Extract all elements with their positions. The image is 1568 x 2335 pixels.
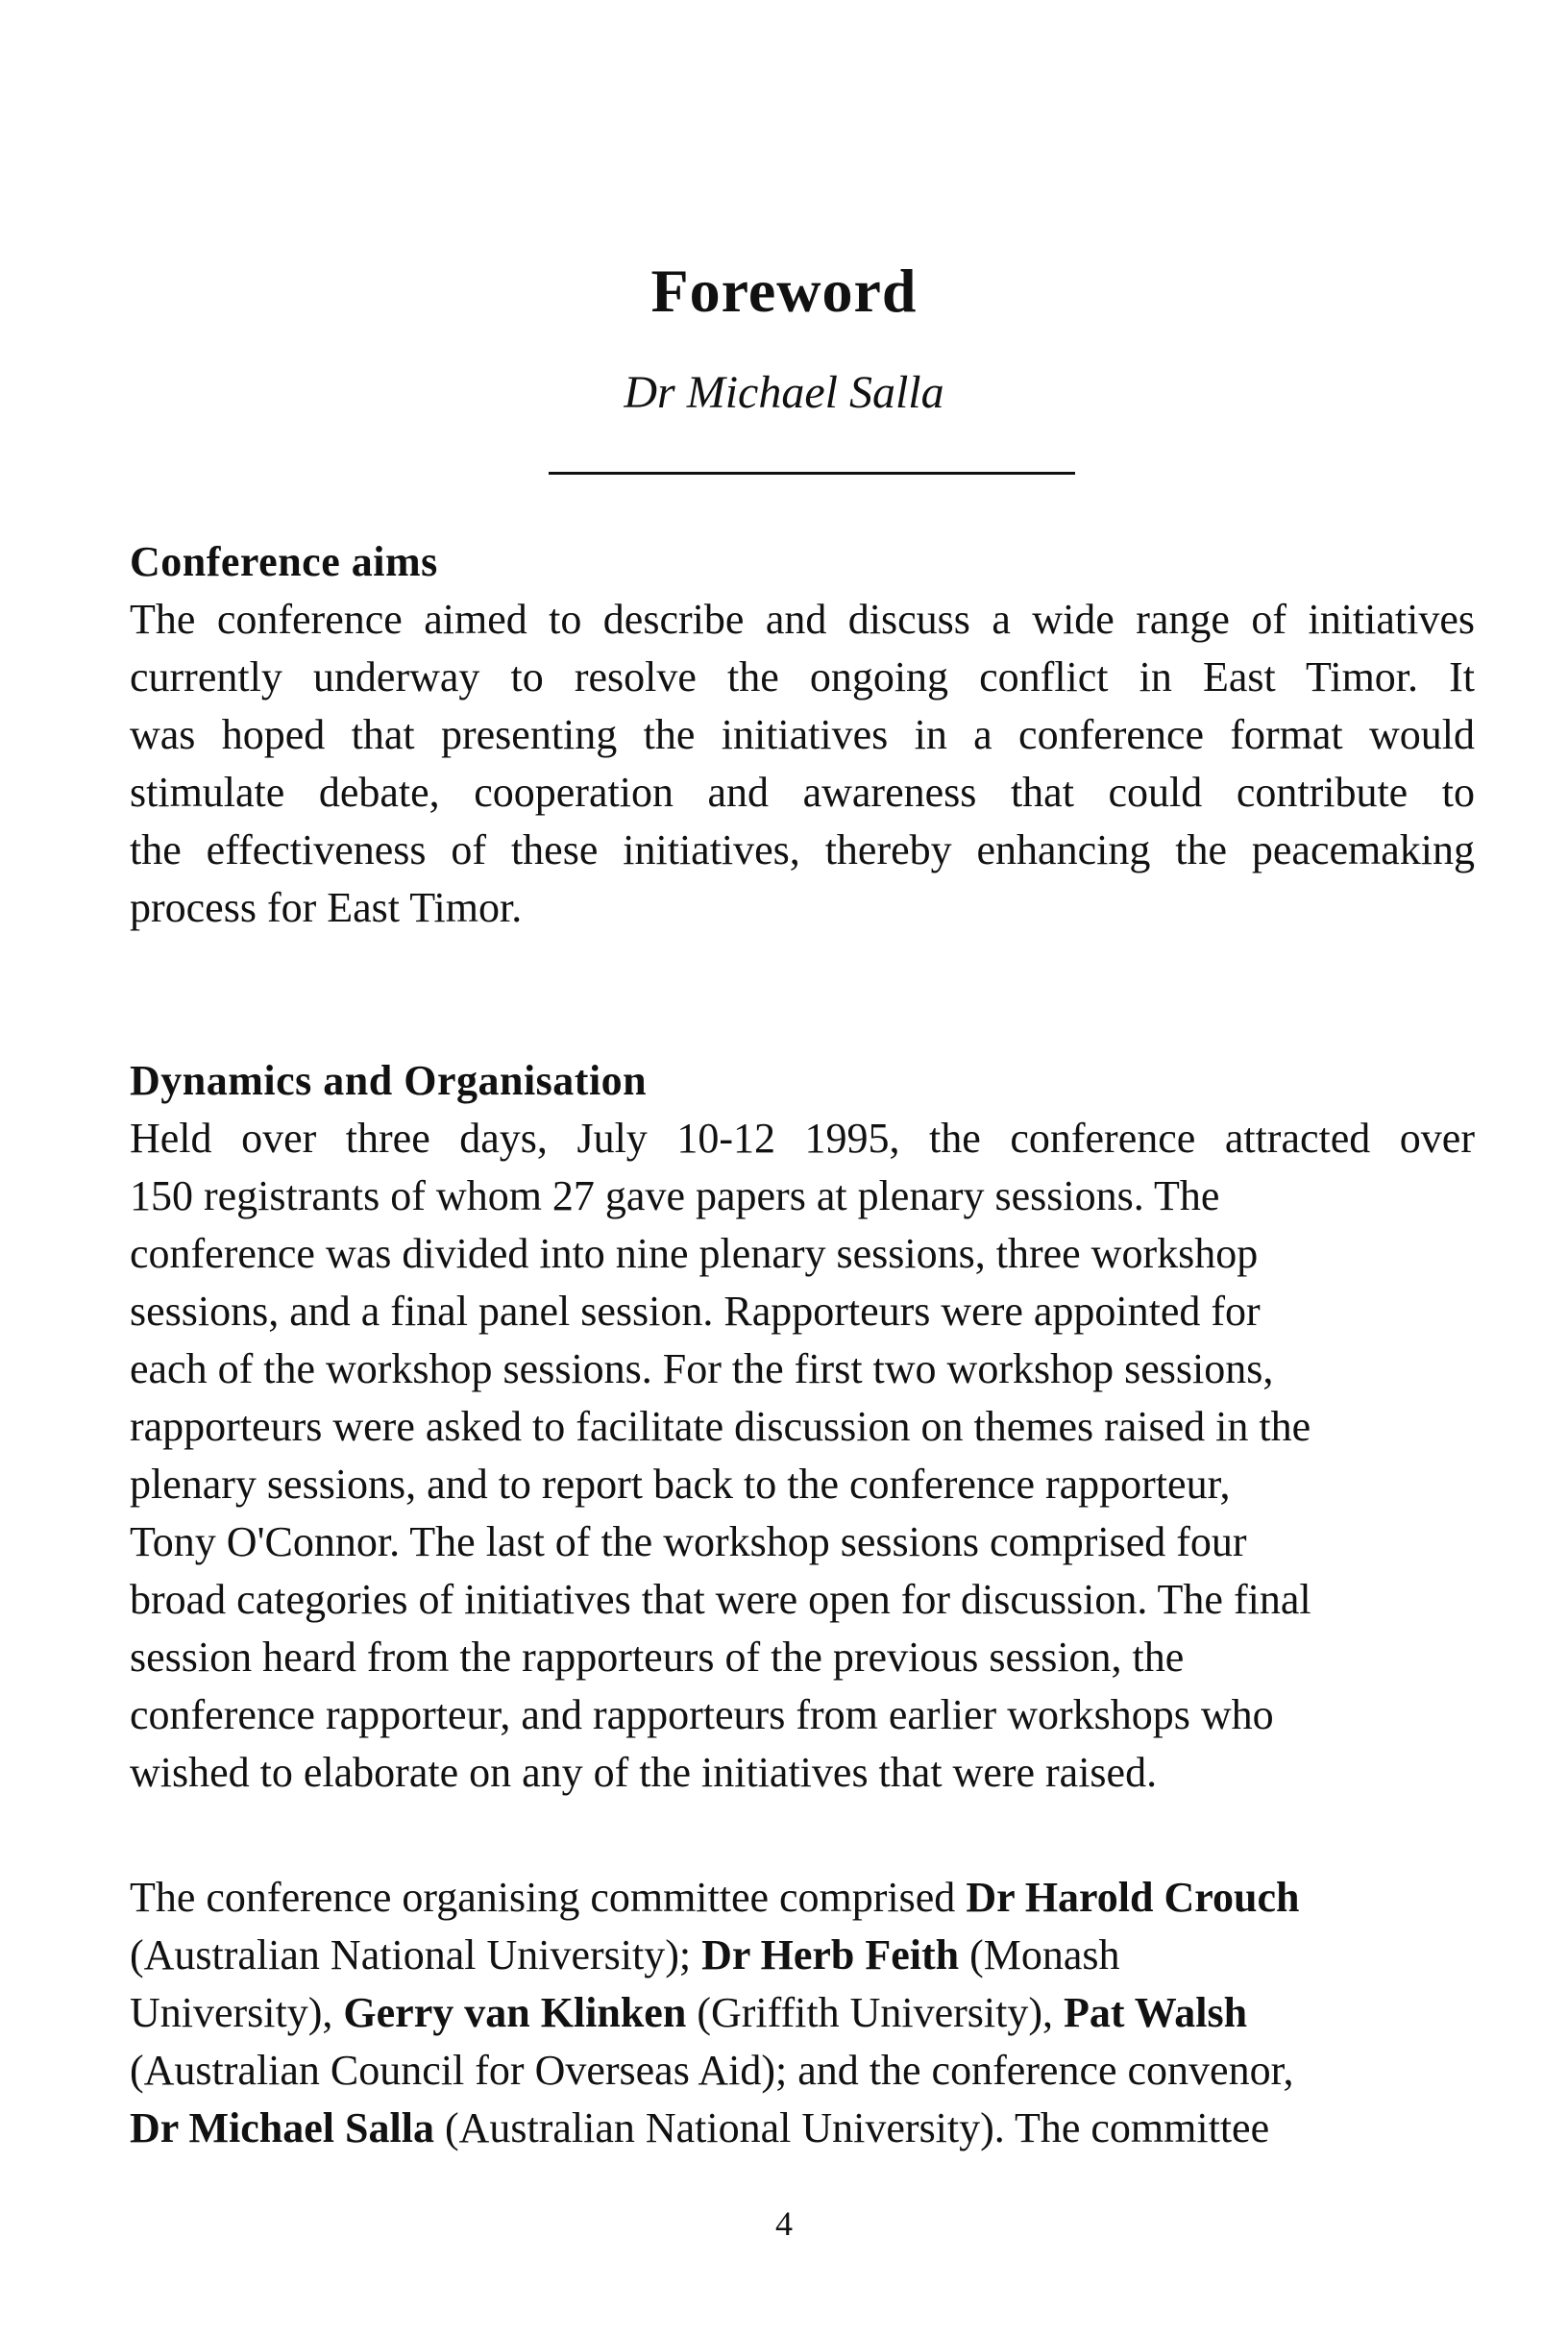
text-line [130, 1927, 1475, 1984]
text-line: currently underway to resolve the ongoing conflict in East Timor. It [130, 653, 1475, 700]
text-line: was hoped that presenting the initiatives in a conference format would [130, 711, 1475, 758]
text-line: 150 registrants of whom 27 gave papers at plenary sessions. The [130, 1172, 1220, 1219]
section-heading: Conference aims [130, 538, 438, 585]
section-conference-aims [130, 533, 1475, 937]
committee-member-name: Dr Herb Feith [701, 1931, 960, 1979]
title-divider [549, 472, 1075, 475]
text-line: stimulate debate, cooperation and awareness that could contribute to [130, 769, 1475, 816]
text-line: the effectiveness of these initiatives, thereby enhancing the peacemaking [130, 826, 1475, 873]
text-line: session heard from the rapporteurs of the previous session, the [130, 1634, 1185, 1681]
text-line: The conference aimed to describe and discuss a wide range of initiatives [130, 596, 1475, 643]
text-run: (Monash [959, 1931, 1120, 1979]
committee-member-name: Pat Walsh [1063, 1989, 1248, 2036]
text-line: conference rapporteur, and rapporteurs from earlier workshops who [130, 1691, 1274, 1738]
text-run: (Griffith University), [686, 1989, 1064, 2036]
section-organising-committee [130, 1869, 1475, 2157]
committee-member-name: Dr Harold Crouch [966, 1874, 1300, 1921]
section-heading: Dynamics and Organisation [130, 1057, 648, 1104]
text-line: plenary sessions, and to report back to the conference rapporteur, [130, 1461, 1231, 1508]
text-line: broad categories of initiatives that were open for discussion. The final [130, 1576, 1311, 1623]
text-line: Held over three days, July 10-12 1995, the conference attracted over [130, 1115, 1475, 1162]
text-run: University), [130, 1989, 344, 2036]
text-line: wished to elaborate on any of the initiatives that were raised. [130, 1749, 1158, 1796]
text-line: sessions, and a final panel session. Rapporteurs were appointed for [130, 1288, 1261, 1335]
text-run: The conference organising committee comprised [130, 1874, 967, 1921]
text-line [130, 1869, 1475, 1927]
text-line [130, 1984, 1475, 2042]
paragraph [130, 591, 1475, 937]
text-line: process for East Timor. [130, 884, 523, 931]
text-line: rapporteurs were asked to facilitate discussion on themes raised in the [130, 1403, 1311, 1450]
page-title: Foreword [650, 256, 918, 325]
author-name: Dr Michael Salla [624, 367, 944, 418]
section-dynamics-and-organisation [130, 1052, 1475, 1802]
committee-member-name: Dr Michael Salla [130, 2104, 434, 2151]
paragraph [130, 1110, 1475, 1802]
page-number: 4 [775, 2204, 793, 2243]
text-line: each of the workshop sessions. For the first two workshop sessions, [130, 1345, 1274, 1392]
text-line: conference was divided into nine plenary sessions, three workshop [130, 1230, 1259, 1277]
text-run: (Australian National University); [130, 1931, 702, 1979]
committee-member-name: Gerry van Klinken [343, 1989, 687, 2036]
text-line: (Australian Council for Overseas Aid); and the conference convenor, [130, 2047, 1294, 2094]
text-line [130, 2100, 1475, 2157]
text-run: (Australian National University). The committee [433, 2104, 1270, 2151]
text-line: Tony O'Connor. The last of the workshop sessions comprised four [130, 1518, 1247, 1565]
paragraph [130, 1869, 1475, 2157]
